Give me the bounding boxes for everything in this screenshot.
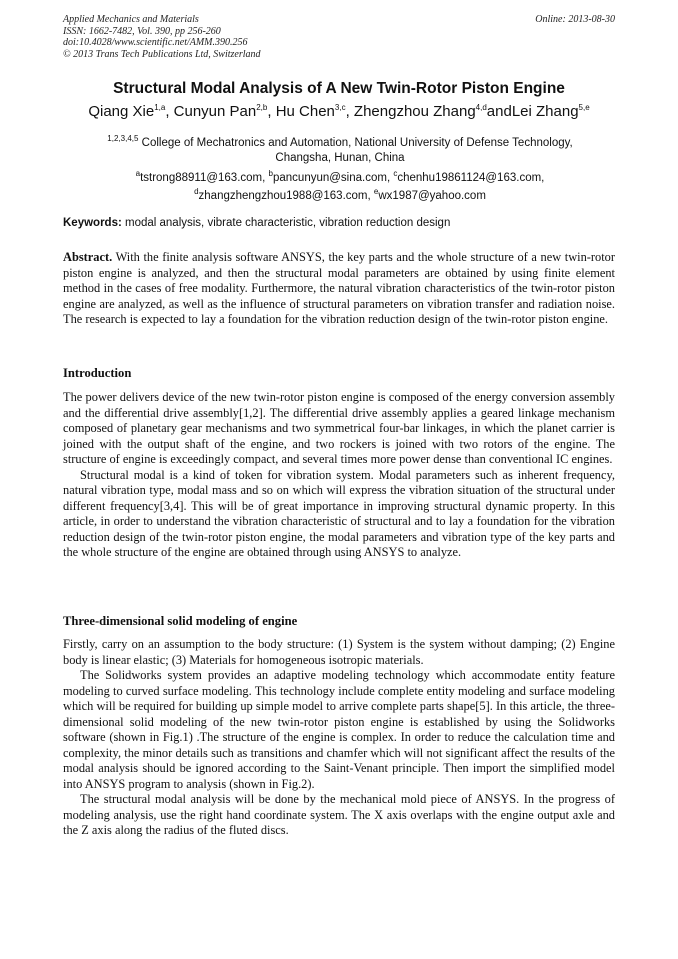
doi: doi:10.4028/www.scientific.net/AMM.390.256 bbox=[63, 37, 248, 48]
author-name: Qiang Xie bbox=[88, 103, 155, 120]
solid-modeling-section bbox=[63, 637, 615, 839]
author-sep: and bbox=[486, 103, 512, 120]
paragraph: Firstly, carry on an assumption to the body structure: (1) System is the system without damping; (2) Engine body is linear elastic; (3) Materials for homogeneous isotropic materials. bbox=[63, 637, 615, 667]
online-date: Online: 2013-08-30 bbox=[535, 14, 615, 25]
email-sup: b bbox=[268, 169, 273, 178]
affiliation-text: College of Mechatronics and Automation, National University of Defense Technology, Changsha, Hunan, China bbox=[138, 136, 573, 165]
affiliation-sup: 1,2,3,4,5 bbox=[107, 134, 139, 143]
copyright: © 2013 Trans Tech Publications Ltd, Switzerland bbox=[63, 48, 261, 60]
author-sep: , bbox=[345, 103, 354, 120]
author-sup: 4,d bbox=[475, 103, 487, 112]
paper-title: Structural Modal Analysis of A New Twin-Rotor Piston Engine bbox=[113, 80, 565, 97]
keywords bbox=[63, 217, 615, 229]
author-emails bbox=[80, 167, 600, 203]
abstract bbox=[63, 250, 615, 328]
email-d: zhangzhengzhou1988@163.com, bbox=[198, 189, 374, 202]
author-sup: 3,c bbox=[334, 103, 346, 112]
author-sup: 5,e bbox=[578, 103, 590, 112]
email-e: wx1987@yahoo.com bbox=[378, 189, 486, 202]
email-sup: e bbox=[373, 186, 379, 196]
author-name: Cunyun Pan bbox=[173, 103, 257, 120]
author-sup: 2,b bbox=[256, 103, 268, 112]
author-list bbox=[0, 103, 678, 120]
email-sup: c bbox=[393, 169, 398, 178]
email-sup: a bbox=[135, 169, 141, 178]
affiliation bbox=[80, 131, 600, 167]
email-sup: d bbox=[194, 186, 199, 196]
email-c: chenhu19861124@163.com, bbox=[397, 171, 545, 184]
email-b: pancunyun@sina.com, bbox=[272, 171, 394, 184]
section-heading-solid-modeling: Three-dimensional solid modeling of engine bbox=[63, 614, 298, 628]
journal-header bbox=[63, 14, 615, 60]
author-name: Lei Zhang bbox=[511, 103, 579, 120]
keywords-text: modal analysis, vibrate characteristic, vibration reduction design bbox=[121, 217, 451, 229]
introduction-section bbox=[63, 390, 615, 561]
author-sup: 1,a bbox=[154, 103, 166, 112]
email-a: tstrong88911@163.com, bbox=[140, 171, 269, 184]
author-sep: , bbox=[267, 103, 276, 120]
issn: ISSN: 1662-7482, Vol. 390, pp 256-260 bbox=[63, 25, 221, 37]
author-name: Zhengzhou Zhang bbox=[353, 103, 476, 120]
author-sep: , bbox=[165, 103, 174, 120]
keywords-label: Keywords: bbox=[63, 217, 122, 229]
journal-name: Applied Mechanics and Materials bbox=[63, 14, 199, 25]
paragraph: Structural modal is a kind of token for vibration system. Modal parameters such as inherent frequency, natural vibration type, modal mass and so on which will express the vibration situation of the structural under different frequency[3,4]. This will be of great importance in improving structural dynamic property. In this article, in order to understand the vibration characteristic of structural and to lay a foundation for the vibration reduction design of the twin-rotor piston engine, the modal parameters and vibration type of the key parts and the whole structure of the engine are obtained through using ANSYS to analyze. bbox=[63, 467, 615, 559]
section-heading-introduction: Introduction bbox=[63, 366, 132, 380]
paragraph: The power delivers device of the new twin-rotor piston engine is composed of the energy conversion assembly and the differential drive assembly[1,2]. The differential drive assembly applies a geared linkage mechanism composed of planetary gear mechanisms and two symmetrical four-bar linkages, in which the planet carrier is joined with the output shaft of the engine, and two rockers is joined with two rotors of the engine. The structure of engine is exceedingly compact, and several times more power dense than conventional IC engines. bbox=[63, 390, 615, 466]
paragraph: The structural modal analysis will be done by the mechanical mold piece of ANSYS. In the progress of modeling analysis, use the right hand coordinate system. The X axis overlaps with the engine output axle and the Z axis along the radius of the fluted discs. bbox=[63, 792, 615, 837]
author-name: Hu Chen bbox=[275, 103, 335, 120]
abstract-text: With the finite analysis software ANSYS, the key parts and the whole structure of a new twin-rotor piston engine is analyzed, and then the structural modal parameters are obtained by using finite element method in the cases of free modality. Furthermore, the natural vibration characteristics of the twin-rotor piston engine are analyzed, as well as the influence of structural parameters on vibration transfer and radiation noise. The research is expected to lay a foundation for the vibration reduction design of the twin-rotor piston engine. bbox=[63, 250, 615, 326]
paragraph: The Solidworks system provides an adaptive modeling technology which accommodate entity feature modeling to curved surface modeling. This technology include complete entity modeling and surface modeling which will be required for building up simple model to arrive complete parts shape[5]. In this article, the three-dimensional solid modeling of the new twin-rotor piston engine is established by using the Solidworks software (shown in Fig.1) .The structure of the engine is complex. In order to reduce the calculation time and complexity, the minor details such as transitions and chamfer which will not significant affect the results of the modal analysis should be ignored according to the Saint-Venant principle. Then import the simplified model into ANSYS program to analysis (shown in Fig.2). bbox=[63, 668, 615, 791]
abstract-label: Abstract. bbox=[63, 250, 113, 264]
